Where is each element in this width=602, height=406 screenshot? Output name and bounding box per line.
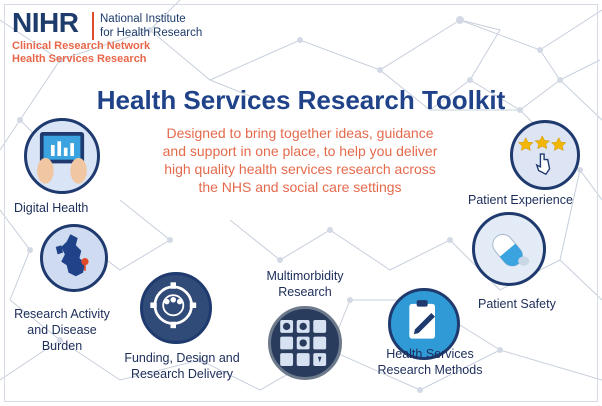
- digital-health-label[interactable]: Digital Health: [14, 201, 89, 215]
- uk-map-pin-icon: [43, 227, 105, 289]
- page-title: Health Services Research Toolkit: [96, 85, 506, 115]
- multimorbidity-label[interactable]: [250, 268, 360, 300]
- people-gear-icon: [143, 275, 209, 341]
- network-name: Clinical Research Network: [12, 40, 151, 52]
- patient-safety-badge[interactable]: [472, 212, 546, 286]
- label-line: Burden: [41, 339, 83, 353]
- logo-institute-line2: for Health Research: [100, 27, 203, 39]
- tablet-health-icon: [27, 121, 97, 191]
- label-line: and Disease: [27, 323, 97, 337]
- logo-institute-line1: National Institute: [100, 13, 186, 25]
- label-line: Funding, Design and: [124, 351, 240, 365]
- multimorbidity-badge[interactable]: [268, 306, 342, 380]
- network-subname: Health Services Research: [12, 53, 147, 65]
- intro-text: [150, 124, 450, 196]
- label-line: Research Activity: [14, 307, 110, 321]
- logo-wordmark: NIHR: [12, 7, 79, 38]
- label-line: Research: [278, 285, 332, 299]
- intro-line: the NHS and social care settings: [198, 179, 402, 195]
- label-line: Research Delivery: [130, 367, 234, 381]
- organ-grid-icon: [271, 309, 339, 377]
- funding-design-badge[interactable]: [140, 272, 212, 344]
- intro-line: Designed to bring together ideas, guidance: [166, 125, 434, 141]
- methods-label[interactable]: [370, 346, 490, 378]
- intro-line: high quality health services research across: [164, 161, 436, 177]
- research-activity-label[interactable]: [12, 306, 112, 354]
- star-rating-icon: [513, 123, 577, 187]
- funding-design-label[interactable]: [122, 350, 242, 382]
- intro-line: and support in one place, to help you deliver: [162, 143, 438, 159]
- patient-experience-badge[interactable]: [510, 120, 580, 190]
- label-line: Research Methods: [377, 363, 483, 377]
- patient-safety-label[interactable]: Patient Safety: [478, 297, 556, 311]
- patient-experience-label[interactable]: Patient Experience: [468, 193, 573, 207]
- label-line: Multimorbidity: [266, 269, 344, 283]
- logo-divider: [92, 12, 94, 40]
- research-activity-badge[interactable]: [40, 224, 108, 292]
- pill-capsule-icon: [475, 215, 543, 283]
- label-line: Health Services: [386, 347, 474, 361]
- digital-health-badge[interactable]: [24, 118, 100, 194]
